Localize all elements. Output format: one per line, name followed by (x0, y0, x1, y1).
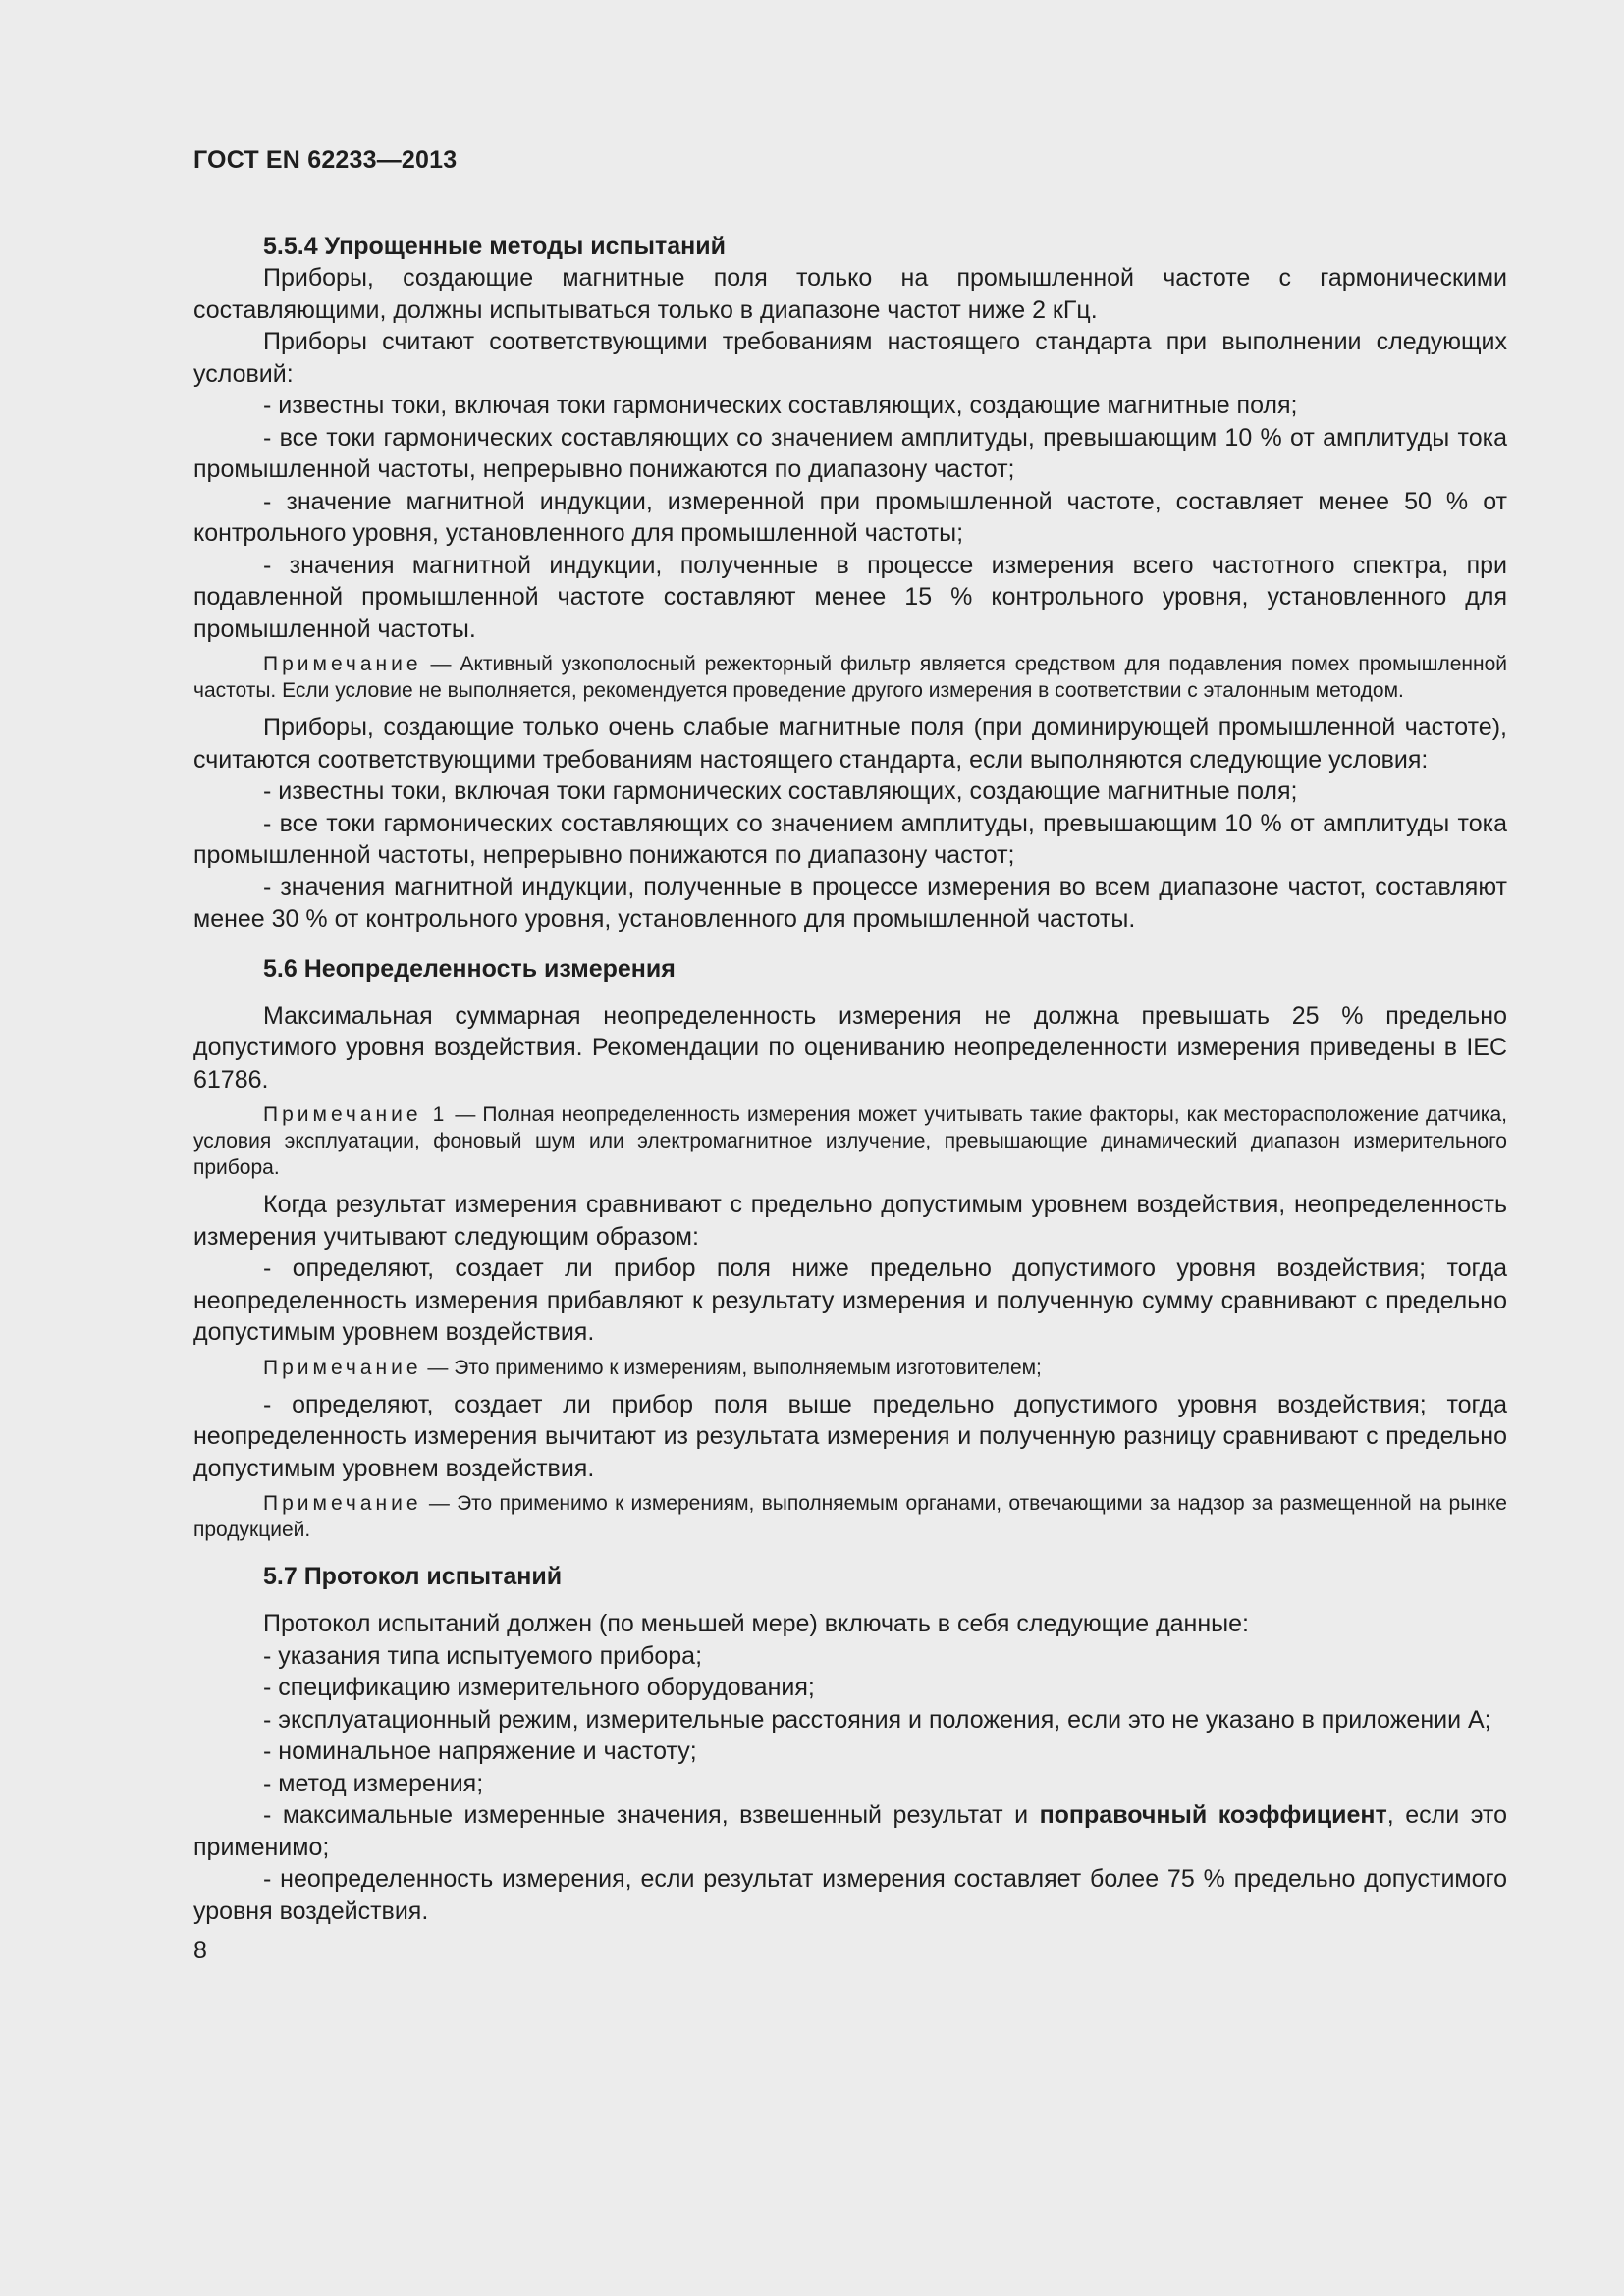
list-item: - указания типа испытуемого прибора; (263, 1641, 703, 1670)
note-text: — Полная неопределенность измерения может учитывать такие факторы, как месторасположение датчика, условия эксплуатации, фоновый шум или электромагнитное излучение, превышающие динамический диапазон измерительного прибора. (193, 1103, 1507, 1179)
list-item: - все токи гармонических составляющих со значением амплитуды, превышающим 10 % от амплитуды тока промышленной частоты, непрерывно понижаются по диапазону частот; (193, 423, 1507, 483)
list-item: - значения магнитной индукции, полученные в процессе измерения во всем диапазоне частот, составляют менее 30 % от контрольного уровня, установленного для промышленной частоты. (193, 873, 1507, 933)
list-item: - неопределенность измерения, если результат измерения составляет более 75 % предельно допустимого уровня воздействия. (193, 1865, 1507, 1925)
list-item: - значение магнитной индукции, измеренной при промышленной частоте, составляет менее 50 % от контрольного уровня, установленного для промышленной частоты; (193, 487, 1507, 547)
paragraph: Приборы считают соответствующими требованиям настоящего стандарта при выполнении следующих условий: (193, 328, 1507, 388)
note-label: Примечание 1 (263, 1103, 449, 1126)
section-5-5-4-heading: 5.5.4 Упрощенные методы испытаний (263, 233, 726, 260)
note-label: Примечание (263, 1492, 422, 1515)
list-item: - определяют, создает ли прибор поля выше предельно допустимого уровня воздействия; тогда неопределенность измерения вычитают из результата измерения и полученную разницу сравнивают с предельно допустимым уровнем воздействия. (193, 1390, 1507, 1482)
note (193, 1355, 1507, 1381)
emphasis-term: поправочный коэффициент (1039, 1801, 1387, 1829)
paragraph: Максимальная суммарная неопределенность измерения не должна превышать 25 % предельно допустимого уровня воздействия. Рекомендации по оцениванию неопределенности измерения приведены в IEC 61786. (193, 1001, 1507, 1094)
note-text: — Активный узкополосный режекторный фильтр является средством для подавления помех промышленной частоты. Если условие не выполняется, рекомендуется проведение другого измерения в соответствии с эталонным методом. (193, 653, 1507, 702)
note (193, 1101, 1507, 1181)
list-item: - известны токи, включая токи гармонических составляющих, создающие магнитные поля; (263, 392, 1298, 419)
list-item: - значения магнитной индукции, полученные в процессе измерения всего частотного спектра, при подавленной промышленной частоте составляют менее 15 % контрольного уровня, установленного для промышленной частоты. (193, 551, 1507, 643)
section-5-7-heading: 5.7 Протокол испытаний (263, 1563, 563, 1590)
note-text: — Это применимо к измерениям, выполняемым изготовителем; (421, 1356, 1042, 1379)
note-text: — Это применимо к измерениям, выполняемым органами, отвечающими за надзор за размещенной на рынке продукцией. (193, 1492, 1507, 1541)
list-item: - эксплуатационный режим, измерительные расстояния и положения, если это не указано в приложении А; (263, 1705, 1491, 1734)
note-label: Примечание (263, 1356, 422, 1379)
list-item-text: , если это применимо; (193, 1801, 1507, 1861)
paragraph: Приборы, создающие магнитные поля только на промышленной частоте с гармоническими составляющими, должны испытываться только в диапазоне частот ниже 2 кГц. (193, 264, 1507, 324)
document-header: ГОСТ EN 62233—2013 (193, 146, 458, 174)
list-item: - спецификацию измерительного оборудования; (263, 1674, 815, 1701)
page-number: 8 (193, 1937, 207, 1964)
document-page (193, 143, 1507, 1966)
paragraph: Когда результат измерения сравнивают с предельно допустимым уровнем воздействия, неопределенность измерения учитывают следующим образом: (193, 1191, 1507, 1251)
paragraph: Протокол испытаний должен (по меньшей мере) включать в себя следующие данные: (263, 1610, 1249, 1637)
list-item: - метод измерения; (263, 1769, 484, 1797)
list-item: - номинальное напряжение и частоту; (263, 1737, 697, 1765)
list-item: - определяют, создает ли прибор поля ниже предельно допустимого уровня воздействия; тогда неопределенность измерения прибавляют к результату измерения и полученную сумму сравнивают с предельно допустимым уровнем воздействия. (193, 1255, 1507, 1346)
note-label: Примечание (263, 653, 422, 675)
note (193, 651, 1507, 704)
section-5-6-heading: 5.6 Неопределенность измерения (263, 954, 676, 983)
list-item-text: - максимальные измеренные значения, взвешенный результат и (263, 1801, 1040, 1829)
list-item: - все токи гармонических составляющих со значением амплитуды, превышающим 10 % от амплитуды тока промышленной частоты, непрерывно понижаются по диапазону частот; (193, 809, 1507, 869)
list-item: - известны токи, включая токи гармонических составляющих, создающие магнитные поля; (263, 777, 1298, 805)
note (193, 1490, 1507, 1543)
list-item (193, 1799, 1507, 1863)
paragraph: Приборы, создающие только очень слабые магнитные поля (при доминирующей промышленной частоте), считаются соответствующими требованиям настоящего стандарта, если выполняются следующие условия: (193, 714, 1507, 774)
